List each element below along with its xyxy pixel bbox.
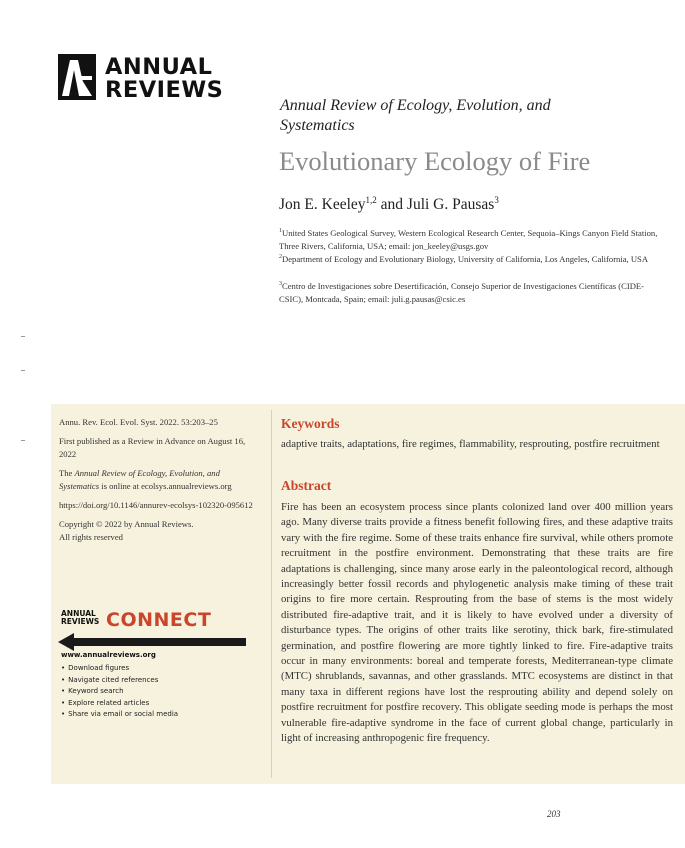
connect-wordmark: CONNECT [106, 609, 212, 631]
page-number: 203 [547, 809, 561, 819]
online-journal: Annual Review of Ecology, Evolution, and Systematics [59, 468, 220, 491]
abstract-heading: Abstract [281, 478, 332, 493]
online-prefix: The [59, 468, 75, 478]
author-1-affil: 1,2 [365, 195, 377, 205]
online-note [59, 467, 259, 493]
doi-link[interactable]: https://doi.org/10.1146/annurev-ecolsys-102320-095612 [59, 500, 253, 510]
copyright [59, 518, 259, 544]
article-title: Evolutionary Ecology of Fire [279, 146, 591, 176]
online-suffix: is online at ecolsys.annualreviews.org [99, 481, 232, 491]
affiliation-number: 3 [279, 281, 282, 287]
affiliation-3 [279, 278, 659, 306]
ar-monogram-icon [58, 54, 96, 100]
journal-name: Annual Review of Ecology, Evolution, and Systematics [280, 97, 551, 134]
first-published: First published as a Review in Advance on August 16, 2022 [59, 436, 246, 459]
logo-word-reviews: REVIEWS [105, 77, 224, 103]
author-2: Juli G. Pausas [406, 196, 495, 214]
connect-logo-text [61, 610, 99, 626]
margin-tick [21, 370, 25, 371]
margin-tick [21, 440, 25, 441]
connect-feature-list [61, 663, 178, 721]
list-item: • Explore related articles [61, 698, 178, 710]
affiliation-number: 2 [279, 254, 282, 260]
author-conjunction: and [376, 196, 407, 214]
author-1: Jon E. Keeley [279, 196, 366, 214]
affiliation-text: Centro de Investigaciones sobre Desertificación, Consejo Superior de Investigaciones Científicas (CIDE-CSIC), Montcada, Spain; email: juli.g.pausas@csic.es [279, 280, 645, 304]
article-info-sidebar [59, 416, 259, 550]
citation: Annu. Rev. Ecol. Evol. Syst. 2022. 53:203–25 [59, 417, 218, 427]
list-item: • Keyword search [61, 686, 178, 698]
affiliation-text: Department of Ecology and Evolutionary Biology, University of California, Los Angeles, California, USA [282, 253, 649, 264]
author-line [279, 195, 499, 214]
annual-reviews-connect-box[interactable] [58, 607, 248, 729]
margin-tick [21, 336, 25, 337]
rights-text: All rights reserved [59, 532, 123, 542]
list-item: • Navigate cited references [61, 675, 178, 687]
affiliation-1 [279, 225, 659, 253]
affiliation-number: 1 [279, 228, 282, 234]
connect-logo-line2: REVIEWS [61, 617, 100, 626]
author-2-affil: 3 [494, 195, 499, 205]
list-item: • Download figures [61, 663, 178, 675]
copyright-text: Copyright © 2022 by Annual Reviews. [59, 519, 194, 529]
keywords-text: adaptive traits, adaptations, fire regimes, flammability, resprouting, postfire recruitment [281, 438, 660, 450]
affiliation-2 [279, 251, 659, 266]
connect-logo-line1: ANNUAL [61, 609, 96, 618]
annual-reviews-logo [58, 54, 233, 102]
list-item: • Share via email or social media [61, 709, 178, 721]
affiliation-text: United States Geological Survey, Western Ecological Research Center, Sequoia–Kings Canyon Field Station, Three Rivers, California, USA; email: jon_keeley@usgs.gov [279, 227, 658, 251]
connect-url[interactable]: www.annualreviews.org [61, 651, 156, 659]
keywords-heading: Keywords [281, 416, 340, 431]
abstract-text: Fire has been an ecosystem process since plants colonized land over 400 million years ago. Many diverse traits provide a fitness benefit following fires, and these adaptive traits vary with the fire regime. Some of these traits enhance fire survival, while others promote recruitment in the postfire environment. Demonstrating that these traits are fire adaptations is challenging, since many arose early in the paleontological record, although increasingly better fossil records and phylogenetic analysis make timing of these trait origins to fire more certain. Resprouting from the base of stems is the most widely distributed fire-adaptive trait, and it is likely to have evolved under a diversity of disturbance types. The origins of other traits like serotiny, thick bark, fire-stimulated germination, and postfire flowering are more tightly linked to fire. Fire-adaptive traits occur in many environments: boreal and temperate forests, Mediterranean-type climate (MTC) shrublands, savannas, and other grasslands. MTC ecosystems are distinct in that many taxa in different regions have lost the resprouting ability and depend solely on postfire recruitment for postfire recovery. This obligate seeding mode is perhaps the most vulnerable fire-adaptive syndrome in the face of current global change, particularly in light of increasing anthropogenic fire frequency. [281, 501, 673, 745]
panel-divider [271, 410, 272, 778]
logo-word-annual: ANNUAL [105, 54, 213, 80]
arrow-left-icon [58, 633, 248, 651]
